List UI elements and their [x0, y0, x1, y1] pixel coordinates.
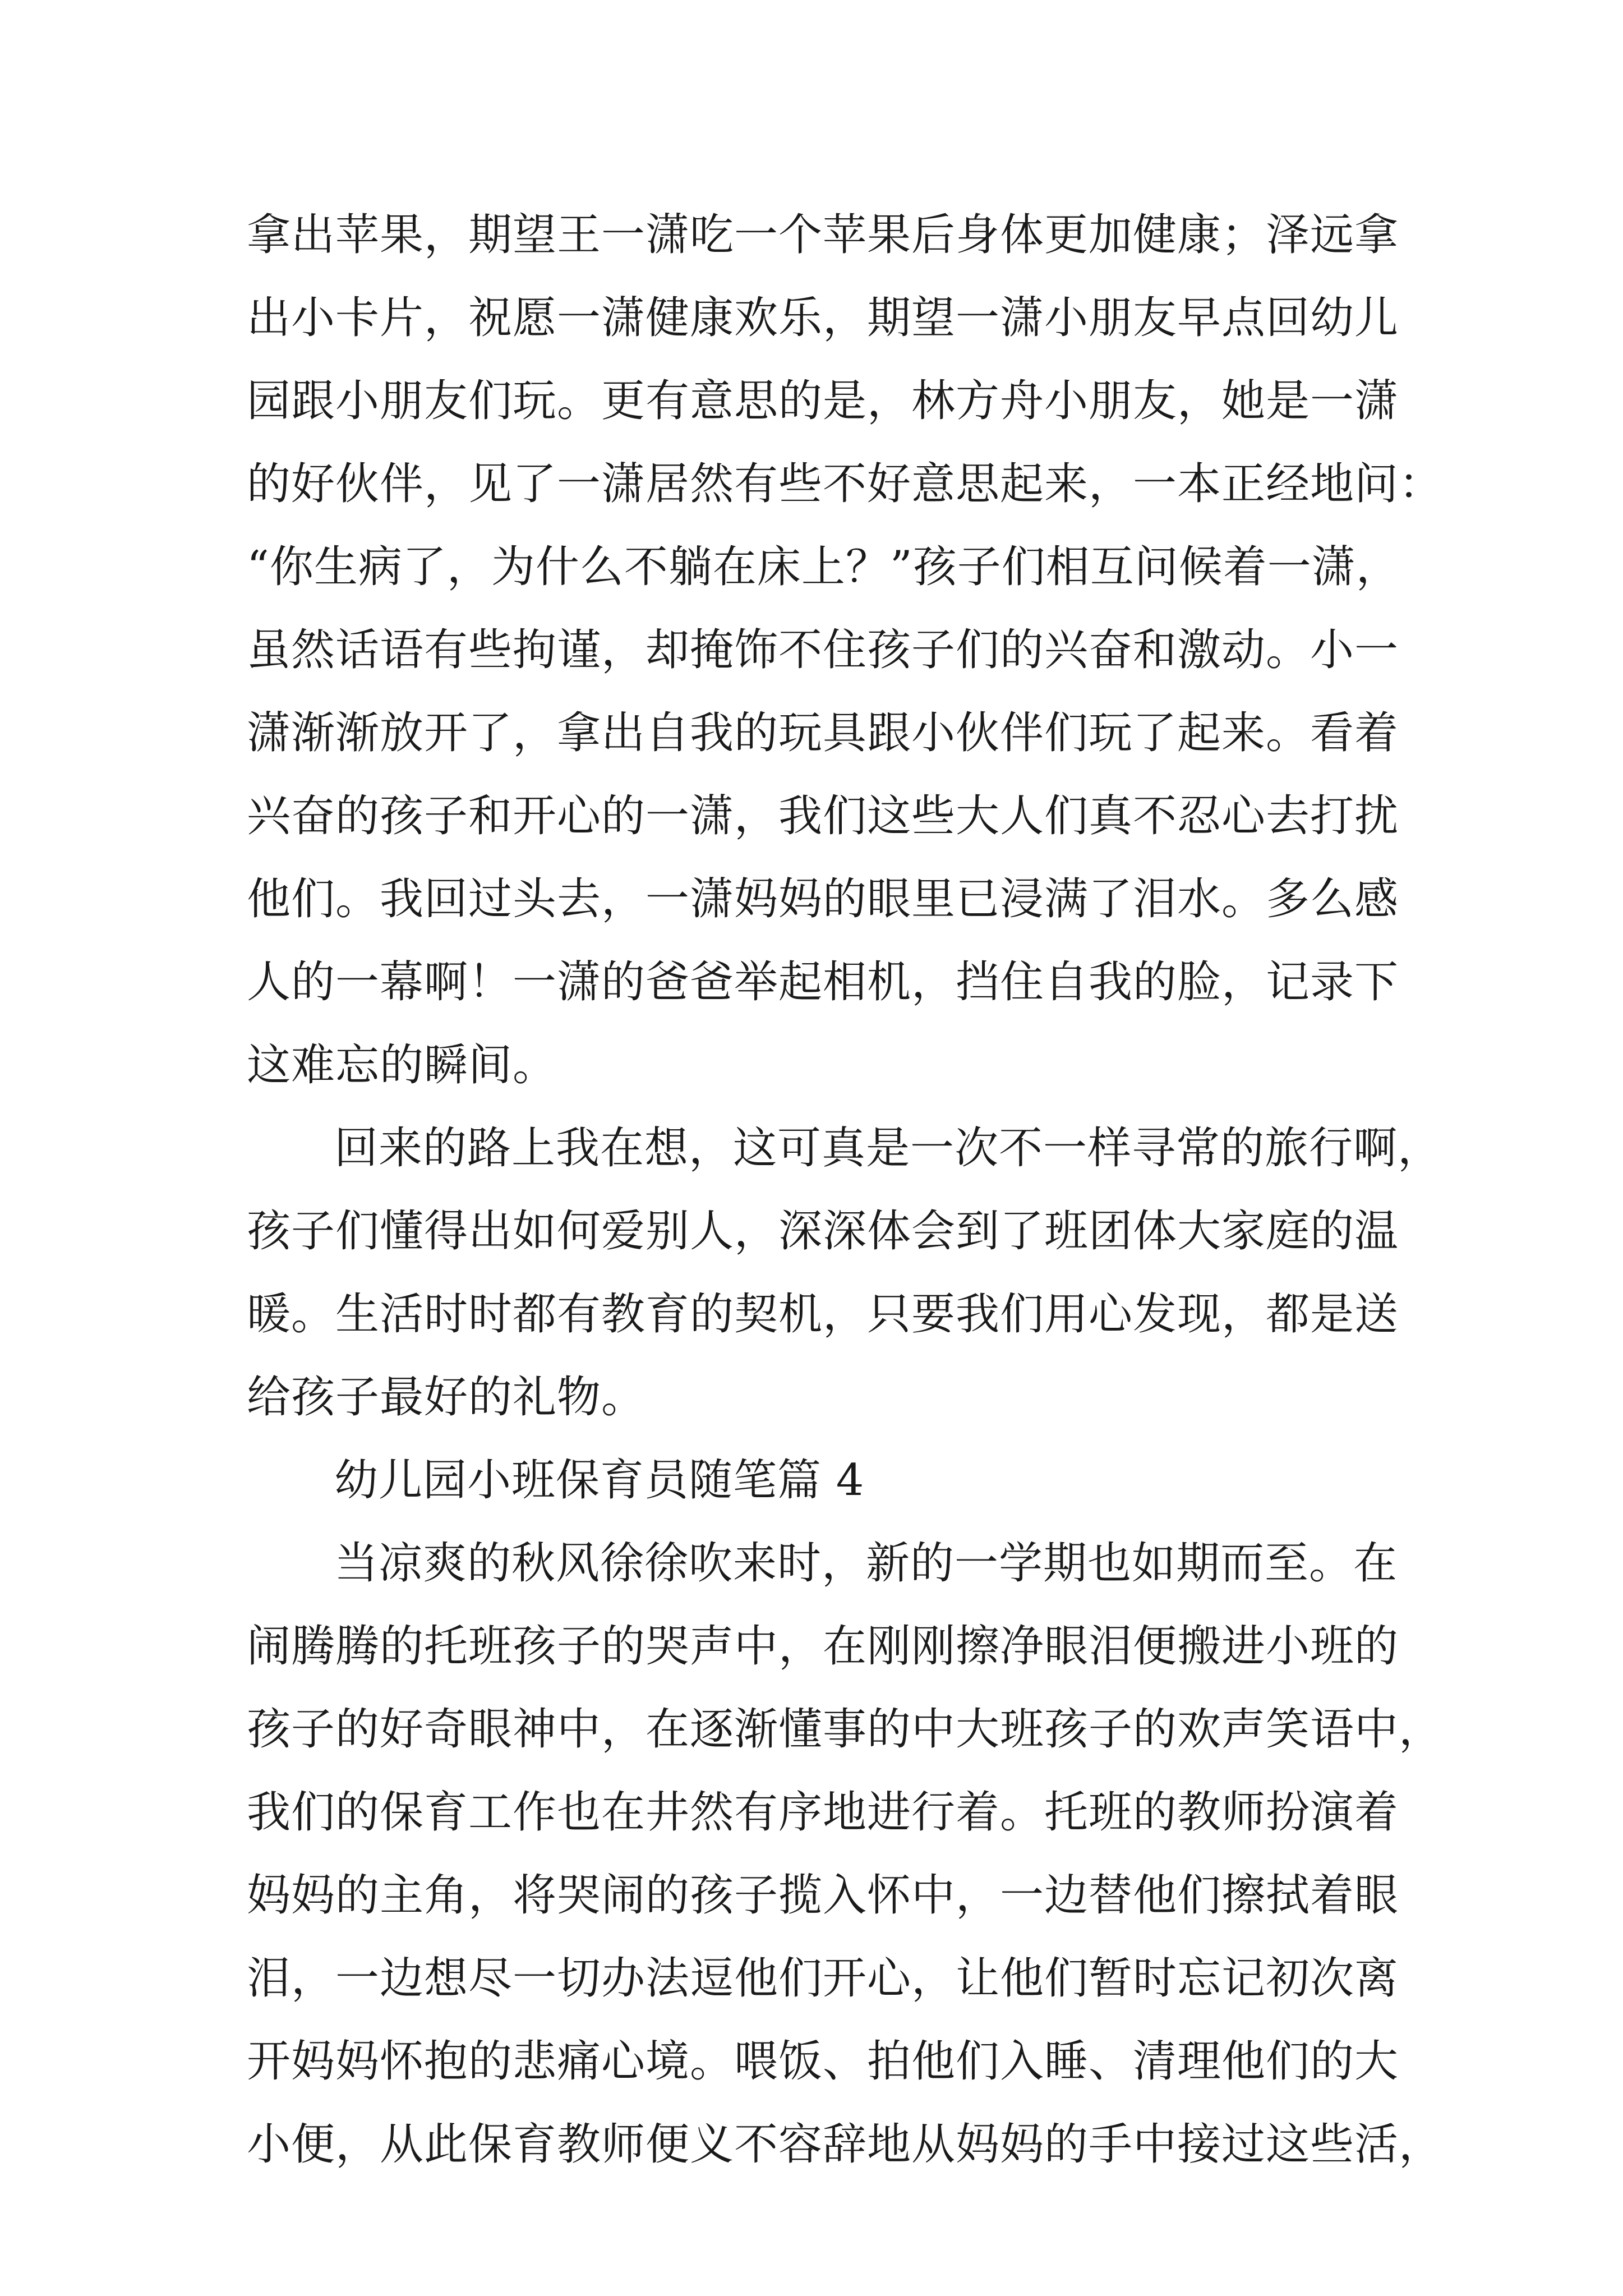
text-line: 小便，从此保育教师便义不容辞地从妈妈的手中接过这些活， — [247, 2119, 1444, 2170]
text-line: 出小卡片，祝愿一潇健康欢乐，期望一潇小朋友早点回幼儿 — [247, 293, 1399, 343]
text-line: 兴奋的孩子和开心的一潇，我们这些大人们真不忍心去打扰 — [247, 791, 1399, 841]
text-line: 人的一幕啊！一潇的爸爸举起相机，挡住自我的脸，记录下 — [247, 957, 1399, 1007]
paragraph — [247, 194, 1444, 1107]
text-line: 孩子们懂得出如何爱别人，深深体会到了班团体大家庭的温 — [247, 1206, 1399, 1257]
text-line: 闹腾腾的托班孩子的哭声中，在刚刚擦净眼泪便搬进小班的 — [247, 1621, 1399, 1672]
text-line: “你生病了，为什么不躺在床上？”孩子们相互问候着一潇， — [247, 542, 1400, 592]
text-line: 妈妈的主角，将哭闹的孩子揽入怀中，一边替他们擦拭着眼 — [247, 1870, 1399, 1921]
text-line: 给孩子最好的礼物。 — [247, 1372, 646, 1423]
text-line: 回来的路上我在想，这可真是一次不一样寻常的旅行啊， — [334, 1123, 1442, 1174]
text-line: 这难忘的瞬间。 — [247, 1040, 557, 1091]
text-line: 当凉爽的秋风徐徐吹来时，新的一学期也如期而至。在 — [334, 1538, 1398, 1589]
text-line: 他们。我回过头去，一潇妈妈的眼里已浸满了泪水。多么感 — [247, 874, 1399, 924]
text-line: 潇渐渐放开了，拿出自我的玩具跟小伙伴们玩了起来。看着 — [247, 708, 1399, 758]
body-text — [247, 194, 1444, 2186]
paragraph — [247, 1107, 1442, 1439]
text-line: 的好伙伴，见了一潇居然有些不好意思起来，一本正经地问： — [247, 459, 1444, 509]
text-line: 泪，一边想尽一切办法逗他们开心，让他们暂时忘记初次离 — [247, 1953, 1399, 2004]
text-line: 虽然话语有些拘谨，却掩饰不住孩子们的兴奋和激动。小一 — [247, 625, 1399, 675]
paragraph — [247, 1522, 1444, 2186]
text-line: 暖。生活时时都有教育的契机，只要我们用心发现，都是送 — [247, 1289, 1399, 1340]
heading-line: 幼儿园小班保育员随笔篇 4 — [334, 1455, 865, 1506]
section-heading — [247, 1439, 1391, 1522]
text-line: 拿出苹果，期望王一潇吃一个苹果后身体更加健康；泽远拿 — [247, 210, 1399, 260]
text-line: 我们的保育工作也在井然有序地进行着。托班的教师扮演着 — [247, 1787, 1399, 1838]
text-line: 开妈妈怀抱的悲痛心境。喂饭、拍他们入睡、清理他们的大 — [247, 2036, 1399, 2087]
text-line: 孩子的好奇眼神中，在逐渐懂事的中大班孩子的欢声笑语中， — [247, 1704, 1444, 1755]
text-line: 园跟小朋友们玩。更有意思的是，林方舟小朋友，她是一潇 — [247, 376, 1399, 426]
